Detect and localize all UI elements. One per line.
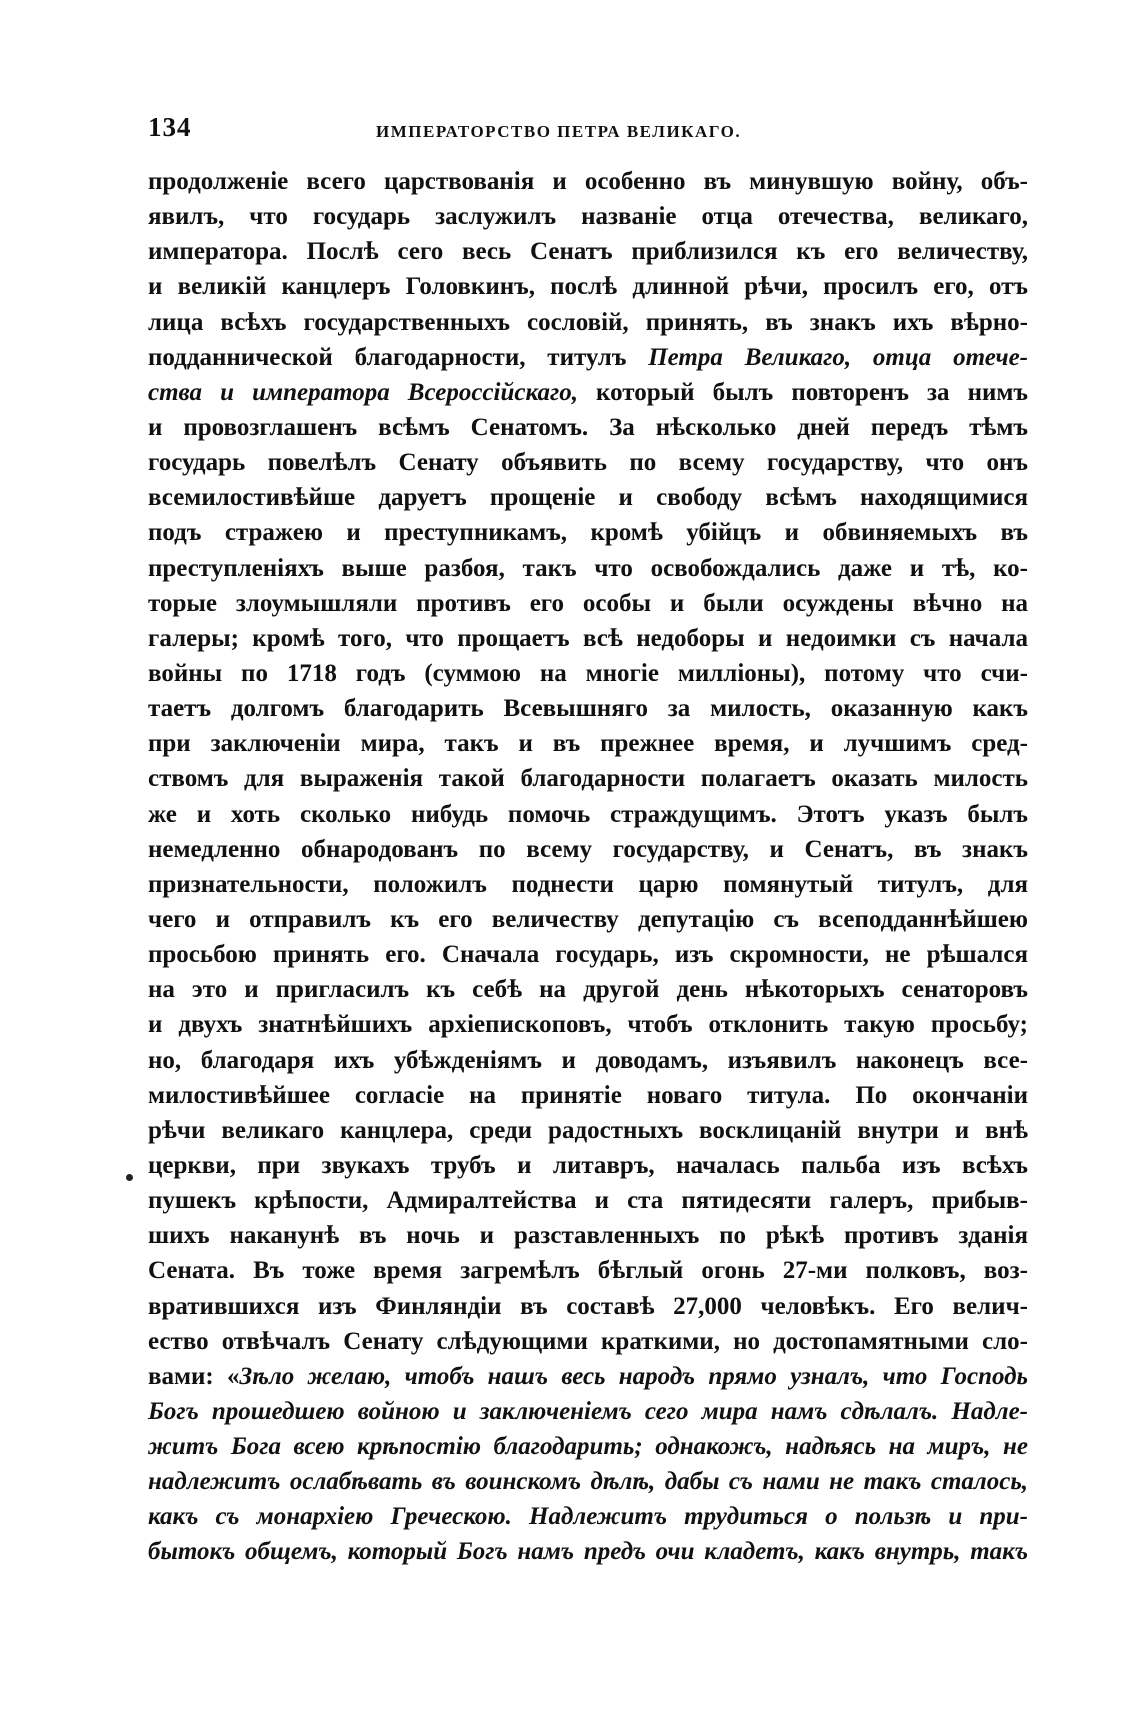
text-line (148, 445, 1028, 480)
text-line (148, 1429, 1028, 1464)
text-segment: чего и отправилъ къ его величеству депутацію съ всеподданнѣйшею (148, 905, 1028, 933)
text-segment: лица всѣхъ государственныхъ сословій, принять, въ знакъ ихъ вѣрно- (148, 308, 1028, 336)
text-line (148, 1394, 1028, 1429)
text-line (148, 515, 1028, 550)
text-line (148, 269, 1028, 304)
text-segment: но, благодаря ихъ убѣжденіямъ и доводамъ, изъявилъ наконецъ все- (148, 1046, 1028, 1074)
text-line (148, 199, 1028, 234)
running-title: ИМПЕРАТОРСТВО ПЕТРА ВЕЛИКАГО. (376, 122, 742, 141)
italic-text-segment: Петра Великаго, отца отече- (648, 343, 1028, 371)
text-segment: явилъ, что государь заслужилъ названіе отца отечества, великаго, (148, 203, 1028, 231)
text-line (148, 340, 1028, 375)
text-line (148, 691, 1028, 726)
text-segment: который былъ повторенъ за нимъ (577, 378, 1028, 406)
text-line (148, 1464, 1028, 1499)
text-segment: при заключеніи мира, такъ и въ прежнее время, и лучшимъ сред- (148, 730, 1028, 758)
text-segment: рѣчи великаго канцлера, среди радостныхъ восклицаній внутри и внѣ (148, 1116, 1028, 1144)
text-line (148, 1359, 1028, 1394)
text-line (148, 551, 1028, 586)
text-line (148, 1113, 1028, 1148)
text-line (148, 972, 1028, 1007)
text-segment: милостивѣйшее согласіе на принятіе новаго титула. По окончаніи (148, 1081, 1028, 1109)
page-header (148, 112, 1028, 152)
text-segment: и провозглашенъ всѣмъ Сенатомъ. За нѣсколько дней передъ тѣмъ (148, 413, 1028, 441)
text-segment: ество отвѣчалъ Сенату слѣдующими краткими, но достопамятными сло- (148, 1327, 1028, 1355)
text-segment: пушекъ крѣпости, Адмиралтейства и ста пятидесяти галеръ, прибыв- (148, 1187, 1028, 1215)
text-line (148, 1499, 1028, 1534)
text-line (148, 1043, 1028, 1078)
text-segment: вратившихся изъ Финляндіи въ составѣ 27,000 человѣкъ. Его велич- (148, 1292, 1028, 1320)
text-segment: императора. Послѣ сего весь Сенатъ приблизился къ его величеству, (148, 238, 1028, 266)
italic-text-segment: надлежитъ ослабѣвать въ воинскомъ дѣлѣ, дабы съ нами не такъ сталось, (148, 1468, 1028, 1496)
text-segment: же и хоть сколько нибудь помочь страждущимъ. Этотъ указъ былъ (148, 800, 1028, 828)
text-line (148, 1007, 1028, 1042)
text-segment: на это и пригласилъ къ себѣ на другой день нѣкоторыхъ сенаторовъ (148, 976, 1028, 1004)
text-line (148, 832, 1028, 867)
text-line (148, 726, 1028, 761)
text-segment: торые злоумышляли противъ его особы и были осуждены вѣчно на (148, 589, 1028, 617)
text-line (148, 586, 1028, 621)
text-line (148, 1218, 1028, 1253)
text-segment: подъ стражею и преступникамъ, кромѣ убійцъ и обвиняемыхъ въ (148, 519, 1028, 547)
italic-text-segment: житъ Бога всею крѣпостію благодарить; однакожъ, надѣясь на миръ, не (148, 1433, 1028, 1461)
text-segment: признательности, положилъ поднести царю помянутый титулъ, для (148, 870, 1028, 898)
text-line (148, 1324, 1028, 1359)
italic-text-segment: какъ съ монархіею Греческою. Надлежитъ трудиться о пользѣ и при- (148, 1503, 1028, 1531)
text-line (148, 1289, 1028, 1324)
italic-text-segment: ства и императора Всероссійскаго, (148, 378, 578, 406)
body-text (148, 164, 1028, 1570)
text-segment: ствомъ для выраженія такой благодарности полагаетъ оказать милость (148, 765, 1028, 793)
text-segment: шихъ наканунѣ въ ночь и разставленныхъ по рѣкѣ противъ зданія (148, 1222, 1028, 1250)
margin-dot (126, 1174, 133, 1181)
text-segment: и двухъ знатнѣйшихъ архіепископовъ, чтобъ отклонить такую просьбу; (148, 1011, 1028, 1039)
text-line (148, 1183, 1028, 1218)
text-line (148, 1534, 1028, 1569)
text-segment: немедленно обнародованъ по всему государству, и Сенатъ, въ знакъ (148, 835, 1028, 863)
text-segment: преступленіяхъ выше разбоя, такъ что освобождались даже и тѣ, ко- (148, 554, 1028, 582)
text-line (148, 480, 1028, 515)
text-segment: Сената. Въ тоже время загремѣлъ бѣглый огонь 27-ми полковъ, воз- (148, 1257, 1028, 1285)
text-line (148, 937, 1028, 972)
text-segment: галеры; кромѣ того, что прощаетъ всѣ недоборы и недоимки съ начала (148, 624, 1028, 652)
text-line (148, 656, 1028, 691)
text-segment: войны по 1718 годъ (суммою на многіе милліоны), потому что счи- (148, 659, 1028, 687)
text-line (148, 1078, 1028, 1113)
text-line (148, 164, 1028, 199)
text-line (148, 902, 1028, 937)
text-line (148, 761, 1028, 796)
text-segment: вами: « (148, 1362, 240, 1390)
text-segment: просьбою принять его. Сначала государь, изъ скромности, не рѣшался (148, 941, 1028, 969)
text-segment: церкви, при звукахъ трубъ и литавръ, началась пальба изъ всѣхъ (148, 1151, 1028, 1179)
text-segment: и великій канцлеръ Головкинъ, послѣ длинной рѣчи, просилъ его, отъ (148, 273, 1028, 301)
text-line (148, 305, 1028, 340)
text-segment: таетъ долгомъ благодарить Всевышняго за милость, оказанную какъ (148, 695, 1028, 723)
text-line (148, 1253, 1028, 1288)
text-line (148, 621, 1028, 656)
text-segment: государь повелѣлъ Сенату объявить по всему государству, что онъ (148, 449, 1028, 477)
text-line (148, 1148, 1028, 1183)
italic-text-segment: бытокъ общемъ, который Богъ намъ предъ очи кладетъ, какъ внутрь, такъ (148, 1538, 1028, 1566)
text-segment: продолженіе всего царствованія и особенно въ минувшую войну, объ- (148, 168, 1028, 195)
italic-text-segment: Зѣло желаю, чтобъ нашъ весь народъ прямо узналъ, что Господь (239, 1362, 1028, 1390)
page-number: 134 (148, 112, 192, 142)
text-segment: подданнической благодарности, титулъ (148, 343, 649, 371)
italic-text-segment: Богъ прошедшею войною и заключеніемъ сего мира намъ сдѣлалъ. Надле- (148, 1397, 1028, 1425)
text-segment: всемилостивѣйше даруетъ прощеніе и свободу всѣмъ находящимися (148, 484, 1028, 512)
text-line (148, 234, 1028, 269)
text-line (148, 867, 1028, 902)
text-line (148, 410, 1028, 445)
text-line (148, 375, 1028, 410)
text-line (148, 797, 1028, 832)
